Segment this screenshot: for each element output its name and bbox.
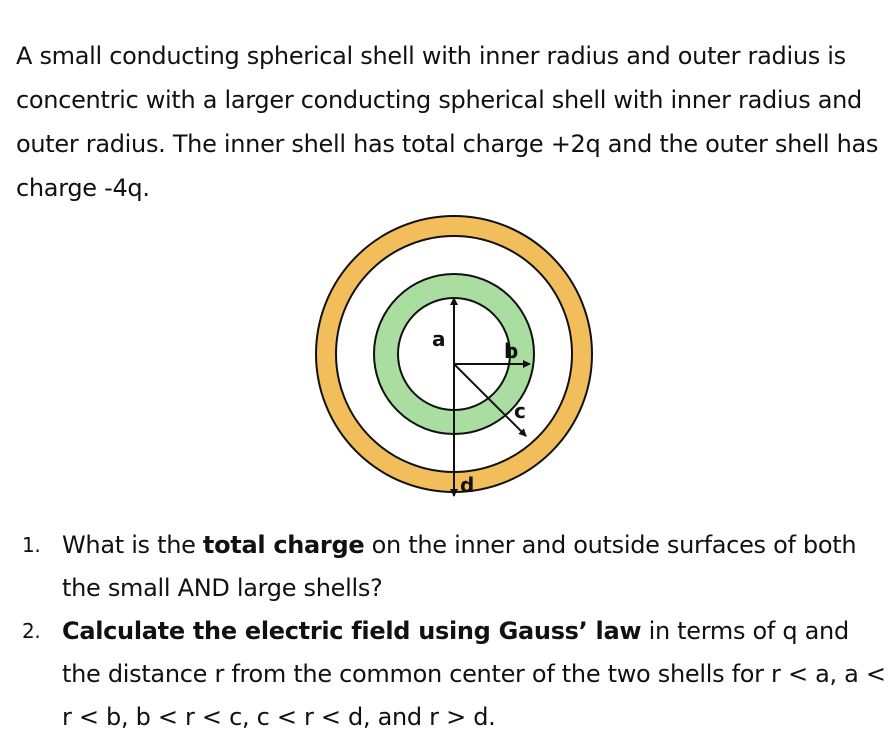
question-number: 1. [22, 533, 41, 557]
label-a: a [432, 327, 446, 351]
question-text: What is the total charge on the inner and outside surfaces of both the small AND large shells? [62, 531, 857, 602]
question-number: 2. [22, 619, 41, 643]
question-text: Calculate the electric field using Gauss’ law in terms of q and the distance r from the common center of the two shells for r < a, a < r < b, b < r < c, c < r < d, and r > d. [62, 617, 886, 731]
label-c: c [514, 399, 526, 423]
label-d: d [460, 473, 475, 497]
label-b: b [504, 339, 519, 363]
concentric-shells-figure [300, 214, 610, 504]
question-2 [16, 610, 888, 739]
question-1 [16, 524, 888, 610]
problem-statement: A small conducting spherical shell with inner radius and outer radius is concentric with a larger conducting spherical shell with inner radius and outer radius. The inner shell has total charge +2q and the outer shell has charge -4q. [16, 42, 879, 202]
question-list [16, 524, 888, 739]
